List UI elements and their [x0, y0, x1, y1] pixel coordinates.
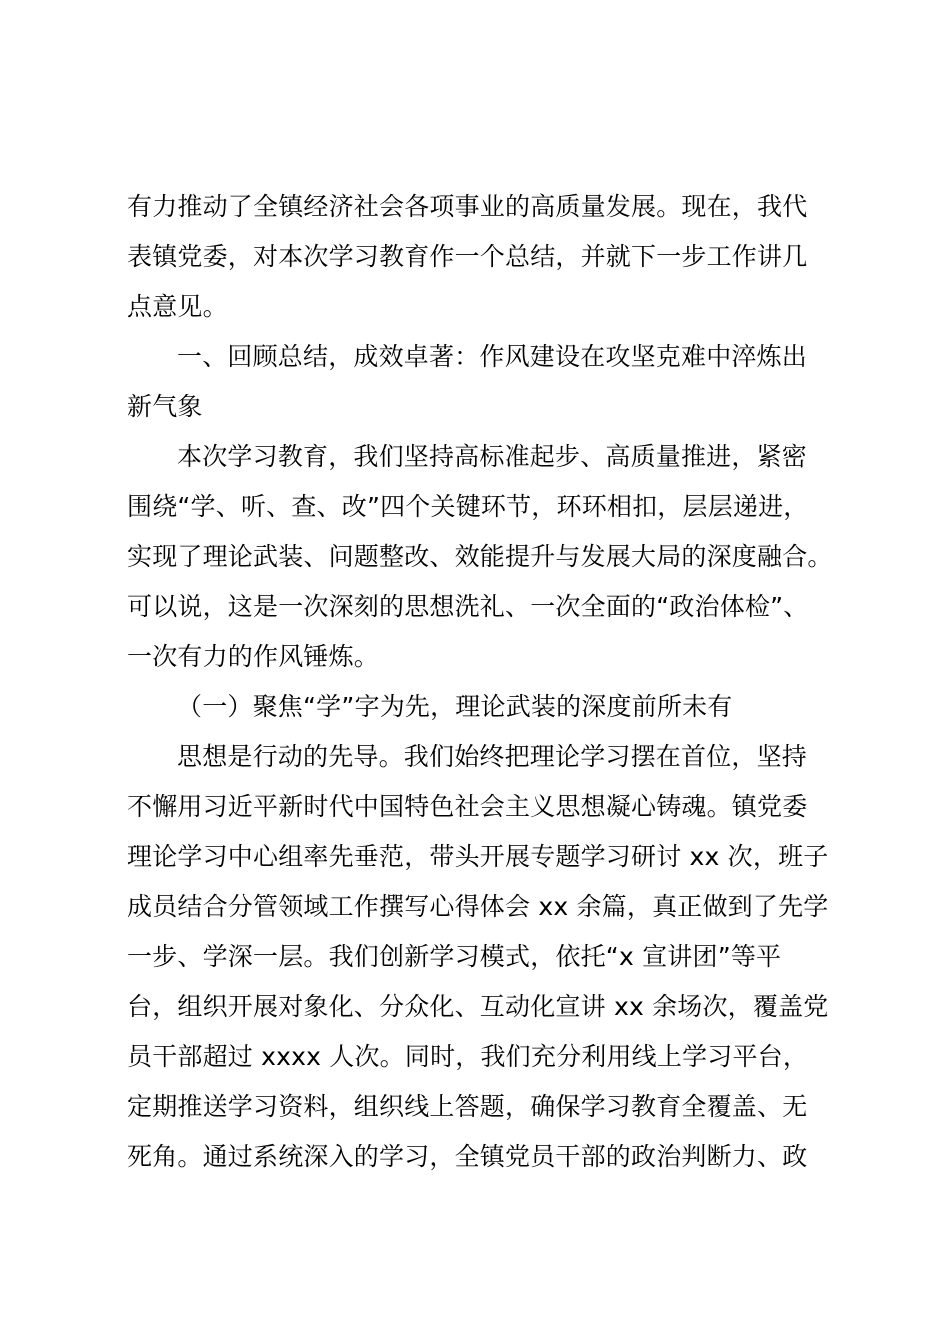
heading-line: 一、回顾总结，成效卓著：作风建设在攻坚克难中淬炼出: [177, 342, 808, 371]
text-line: 围绕“学、听、查、改”四个关键环节，环环相扣，层层递进，: [127, 492, 809, 521]
heading-line: 新气象: [127, 392, 203, 421]
heading-line: （一）聚焦“学”字为先，理论武装的深度前所未有: [177, 692, 733, 721]
text-line: 员干部超过 xxxx 人次。同时，我们充分利用线上学习平台，: [127, 1042, 809, 1071]
section-heading: [127, 332, 837, 432]
subsection-heading: [127, 682, 837, 732]
text-line: 本次学习教育，我们坚持高标准起步、高质量推进，紧密: [177, 442, 808, 471]
document-body: [127, 182, 837, 1182]
text-line: 台，组织开展对象化、分众化、互动化宣讲 xx 余场次，覆盖党: [127, 992, 829, 1021]
text-line: 一步、学深一层。我们创新学习模式，依托“x 宣讲团”等平: [127, 942, 782, 971]
text-line: 实现了理论武装、问题整改、效能提升与发展大局的深度融合。: [127, 542, 833, 571]
text-line: 成员结合分管领域工作撰写心得体会 xx 余篇，真正做到了先学: [127, 892, 829, 921]
text-line: 可以说，这是一次深刻的思想洗礼、一次全面的“政治体检”、: [127, 592, 809, 621]
text-line: 表镇党委，对本次学习教育作一个总结，并就下一步工作讲几: [127, 242, 808, 271]
text-line: 不懈用习近平新时代中国特色社会主义思想凝心铸魂。镇党委: [127, 792, 808, 821]
text-line: 思想是行动的先导。我们始终把理论学习摆在首位，坚持: [177, 742, 808, 771]
text-line: 定期推送学习资料，组织线上答题，确保学习教育全覆盖、无: [127, 1092, 808, 1121]
text-line: 理论学习中心组率先垂范，带头开展专题学习研讨 xx 次，班子: [127, 842, 829, 871]
body-paragraph: [127, 732, 837, 1182]
text-line: 点意见。: [127, 292, 228, 321]
text-line: 死角。通过系统深入的学习，全镇党员干部的政治判断力、政: [127, 1142, 808, 1171]
intro-paragraph: [127, 182, 837, 332]
body-paragraph: [127, 432, 837, 682]
text-line: 一次有力的作风锤炼。: [127, 642, 380, 671]
text-line: 有力推动了全镇经济社会各项事业的高质量发展。现在，我代: [127, 192, 808, 221]
